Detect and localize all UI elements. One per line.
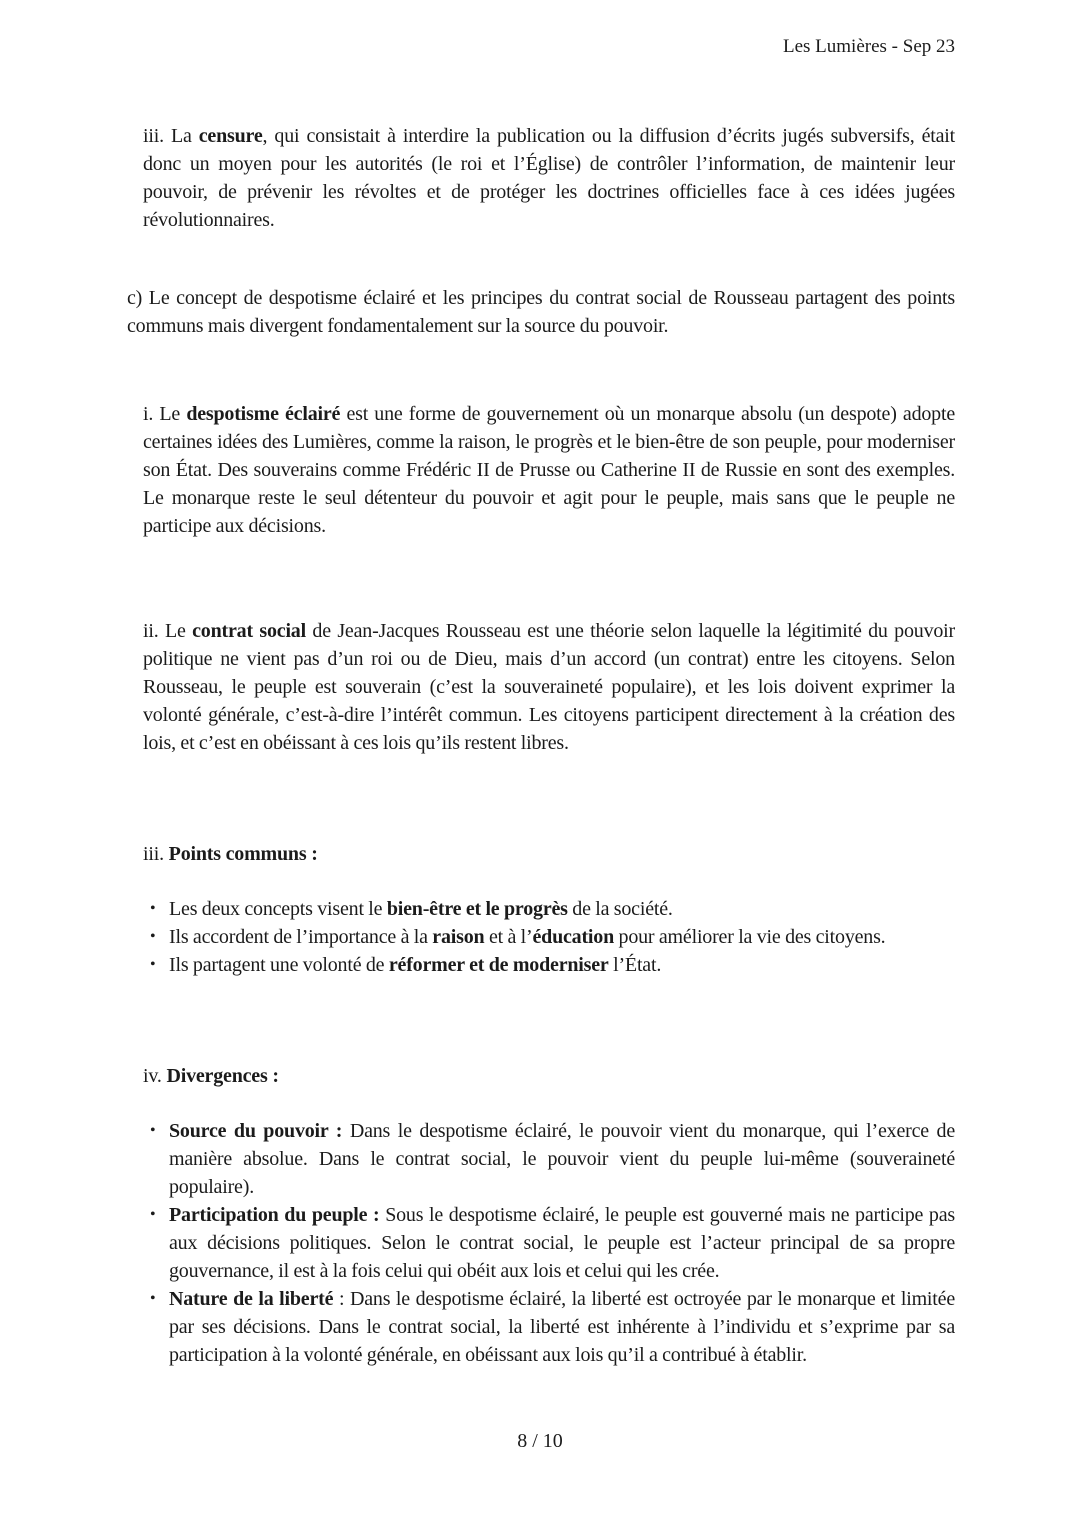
bullet-icon: • — [150, 928, 156, 945]
list-points-communs — [150, 895, 955, 979]
list-item — [150, 1285, 955, 1369]
paragraph-contrat-social — [143, 617, 955, 757]
list-item-text — [169, 923, 955, 951]
bullet-icon: • — [150, 956, 156, 973]
paragraph-text: et à l’ — [484, 926, 533, 948]
bold-term: réformer et de moderniser — [388, 954, 609, 976]
list-divergences — [150, 1117, 955, 1369]
bold-term: contrat social — [192, 620, 306, 642]
paragraph-text: Sous le despotisme éclairé, le peuple est gouverné mais ne participe pas aux décisions politiques. Selon le contrat social, le peuple est l’acteur principal de sa propre gouvernance, il est à la fois celui qui obéit aux lois et celui qui les crée. — [169, 1204, 955, 1282]
list-item — [150, 895, 955, 923]
paragraph-censure — [143, 122, 955, 234]
list-item — [150, 1201, 955, 1285]
list-item-text — [169, 951, 955, 979]
paragraph-text: , qui consistait à interdire la publication ou la diffusion d’écrits jugés subversifs, était donc un moyen pour les autorités (le roi et l’Église) de contrôler l’information, de maintenir leur pouvoir, de prévenir les révoltes et de protéger les doctrines officielles face à ces idées jugées révolutionnaires. — [143, 125, 955, 231]
paragraph-text: iii. La — [143, 125, 199, 147]
bold-term: Participation du peuple : — [169, 1204, 380, 1226]
bold-term: censure — [198, 125, 263, 147]
heading-number: iv. — [143, 1065, 167, 1087]
bullet-icon: • — [150, 900, 156, 917]
list-item-text — [169, 1201, 955, 1285]
paragraph-text: c) Le concept de despotisme éclairé et les principes du contrat social de Rousseau partagent des points communs mais divergent fondamentalement sur la source du pouvoir. — [127, 287, 955, 337]
paragraph-text: l’État. — [608, 954, 662, 976]
paragraph-text: Dans le despotisme éclairé, le pouvoir vient du monarque, qui l’exerce de manière absolue. Dans le contrat social, le pouvoir vient du peuple lui-même (souveraineté populaire). — [169, 1120, 955, 1198]
paragraph-text: de la société. — [567, 898, 673, 920]
paragraph-text: Ils partagent une volonté de — [169, 954, 389, 976]
list-item — [150, 1117, 955, 1201]
paragraph-text: Les deux concepts visent le — [169, 898, 387, 920]
document-body — [127, 122, 955, 1369]
paragraph-text: Ils accordent de l’importance à la — [169, 926, 433, 948]
bold-term: Source du pouvoir : — [169, 1120, 343, 1142]
bold-term: éducation — [532, 926, 615, 948]
paragraph-despotisme — [143, 400, 955, 540]
paragraph-text: : Dans le despotisme éclairé, la liberté est octroyée par le monarque et limitée par ses décisions. Dans le contrat social, la liberté est inhérente à l’individu et s’exprime par sa participation à la volonté générale, en obéissant aux lois qu’il a contribué à établir. — [169, 1288, 955, 1366]
list-item — [150, 923, 955, 951]
header-title: Les Lumières - Sep 23 — [782, 36, 955, 57]
bold-term: despotisme éclairé — [186, 403, 341, 425]
paragraph-concept — [127, 284, 955, 340]
paragraph-text: de Jean-Jacques Rousseau est une théorie selon laquelle la légitimité du pouvoir politique ne vient pas d’un roi ou de Dieu, mais d’un accord (un contrat) entre les citoyens. Selon Rousseau, le peuple est souverain (c’est la souveraineté populaire), et les lois doivent exprimer la volonté générale, c’est-à-dire l’intérêt commun. Les citoyens participent directement à la création des lois, et c’est en obéissant à ces lois qu’ils restent libres. — [143, 620, 955, 754]
bullet-icon: • — [150, 1122, 156, 1139]
bold-term: Nature de la liberté — [169, 1288, 334, 1310]
heading-title: Divergences : — [166, 1065, 279, 1087]
list-item-text — [169, 1285, 955, 1369]
paragraph-text: pour améliorer la vie des citoyens. — [614, 926, 886, 948]
bullet-icon: • — [150, 1290, 156, 1307]
paragraph-text: est une forme de gouvernement où un monarque absolu (un despote) adopte certaines idées des Lumières, comme la raison, le progrès et le bien-être de son peuple, pour moderniser son État. Des souverains comme Frédéric II de Prusse ou Catherine II de Russie en sont des exemples. Le monarque reste le seul détenteur du pouvoir et agit pour le peuple, mais sans que le peuple ne participe aux décisions. — [143, 403, 955, 537]
heading-number: iii. — [143, 843, 169, 865]
list-item-text — [169, 895, 955, 923]
paragraph-text: ii. Le — [143, 620, 193, 642]
heading-title: Points communs : — [168, 843, 318, 865]
list-item-text — [169, 1117, 955, 1201]
page-header — [127, 34, 955, 60]
bold-term: bien-être et le progrès — [386, 898, 568, 920]
paragraph-text: i. Le — [143, 403, 187, 425]
page-number: 8 / 10 — [517, 1430, 563, 1452]
bullet-icon: • — [150, 1206, 156, 1223]
heading-divergences — [143, 1062, 955, 1090]
list-item — [150, 951, 955, 979]
bold-term: raison — [432, 926, 485, 948]
heading-points-communs — [143, 840, 955, 868]
page-footer — [0, 1428, 1080, 1454]
